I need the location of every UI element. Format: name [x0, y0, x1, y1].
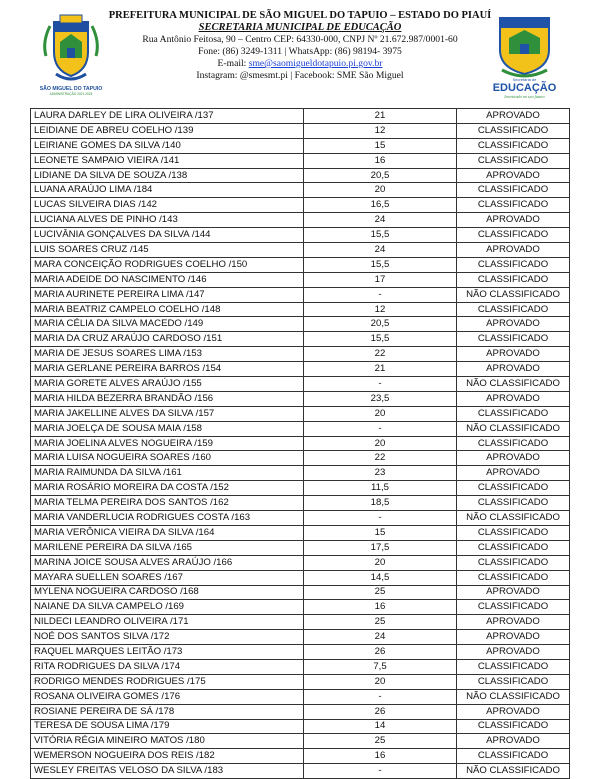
table-row [31, 391, 570, 406]
candidate-name-cell: MARIA BEATRIZ CAMPELO COELHO /148 [31, 302, 304, 317]
email-line [100, 58, 500, 70]
score-cell: 16 [304, 153, 457, 168]
table-row [31, 406, 570, 421]
candidate-name-cell: RODRIGO MENDES RODRIGUES /175 [31, 674, 304, 689]
score-cell: 23 [304, 466, 457, 481]
candidate-name-cell: LUANA ARAÚJO LIMA /184 [31, 183, 304, 198]
score-cell: 15 [304, 138, 457, 153]
right-logo-text: EDUCAÇÃO [492, 82, 557, 94]
document-subtitle: SECRETARIA MUNICIPAL DE EDUCAÇÃO [198, 22, 402, 33]
score-cell: 24 [304, 213, 457, 228]
status-cell: CLASSIFICADO [457, 332, 570, 347]
status-cell: CLASSIFICADO [457, 600, 570, 615]
candidate-name-cell: MARIA RAIMUNDA DA SILVA /161 [31, 466, 304, 481]
table-row [31, 689, 570, 704]
candidate-name-cell: LEONETE SAMPAIO VIEIRA /141 [31, 153, 304, 168]
status-cell: APROVADO [457, 362, 570, 377]
table-row [31, 615, 570, 630]
status-cell: NÃO CLASSIFICADO [457, 689, 570, 704]
candidate-name-cell: LIDIANE DA SILVA DE SOUZA /138 [31, 168, 304, 183]
candidate-name-cell: MARIA LUISA NOGUEIRA SOARES /160 [31, 451, 304, 466]
candidate-name-cell: VITÓRIA RÉGIA MINEIRO MATOS /180 [31, 734, 304, 749]
email-label: E-mail: [217, 58, 249, 69]
score-cell: 14 [304, 719, 457, 734]
status-cell: APROVADO [457, 451, 570, 466]
candidate-name-cell: MARIA ADEIDE DO NASCIMENTO /146 [31, 272, 304, 287]
table-row [31, 585, 570, 600]
table-row [31, 436, 570, 451]
candidate-name-cell: RAQUEL MARQUES LEITÃO /173 [31, 645, 304, 660]
left-logo-subtext: ADMINISTRAÇÃO 2021-2024 [49, 92, 93, 96]
score-cell: 26 [304, 704, 457, 719]
candidate-name-cell: RITA RODRIGUES DA SILVA /174 [31, 659, 304, 674]
left-logo-text: SÃO MIGUEL DO TAPUIO [40, 86, 102, 92]
status-cell: APROVADO [457, 704, 570, 719]
table-row [31, 451, 570, 466]
score-cell: 11,5 [304, 481, 457, 496]
table-row [31, 168, 570, 183]
candidate-name-cell: MARIA GERLANE PEREIRA BARROS /154 [31, 362, 304, 377]
status-cell: CLASSIFICADO [457, 496, 570, 511]
table-row [31, 198, 570, 213]
score-cell: 15,5 [304, 257, 457, 272]
candidate-name-cell: MARIA JOELÇA DE SOUSA MAIA /158 [31, 421, 304, 436]
score-cell: 21 [304, 109, 457, 124]
table-row [31, 109, 570, 124]
letterhead-text [100, 10, 500, 82]
status-cell: CLASSIFICADO [457, 228, 570, 243]
table-row [31, 749, 570, 764]
score-cell: 25 [304, 734, 457, 749]
status-cell: CLASSIFICADO [457, 436, 570, 451]
candidate-name-cell: ROSANA OLIVEIRA GOMES /176 [31, 689, 304, 704]
table-row [31, 153, 570, 168]
status-cell: CLASSIFICADO [457, 719, 570, 734]
score-cell: 20,5 [304, 168, 457, 183]
score-cell: 20 [304, 674, 457, 689]
table-row [31, 466, 570, 481]
table-row [31, 496, 570, 511]
score-cell: 22 [304, 451, 457, 466]
status-cell: NÃO CLASSIFICADO [457, 764, 570, 779]
status-cell: APROVADO [457, 585, 570, 600]
score-cell: - [304, 764, 457, 779]
score-cell: - [304, 377, 457, 392]
status-cell: CLASSIFICADO [457, 555, 570, 570]
score-cell: - [304, 421, 457, 436]
score-cell: - [304, 511, 457, 526]
table-row [31, 377, 570, 392]
table-row [31, 332, 570, 347]
score-cell: 17,5 [304, 540, 457, 555]
status-cell: APROVADO [457, 347, 570, 362]
table-row [31, 183, 570, 198]
candidate-name-cell: MAYARA SUELLEN SOARES /167 [31, 570, 304, 585]
candidate-name-cell: MARIA VANDERLUCIA RODRIGUES COSTA /163 [31, 511, 304, 526]
candidate-name-cell: TERESA DE SOUSA LIMA /179 [31, 719, 304, 734]
candidate-name-cell: NAIANE DA SILVA CAMPELO /169 [31, 600, 304, 615]
status-cell: CLASSIFICADO [457, 153, 570, 168]
table-row [31, 362, 570, 377]
status-cell: NÃO CLASSIFICADO [457, 511, 570, 526]
status-cell: CLASSIFICADO [457, 138, 570, 153]
status-cell: APROVADO [457, 168, 570, 183]
results-table-body [31, 109, 570, 779]
table-row [31, 123, 570, 138]
document-title: PREFEITURA MUNICIPAL DE SÃO MIGUEL DO TAPUIO – ESTADO DO PIAUÍ [108, 10, 492, 21]
candidate-name-cell: MYLENA NOGUEIRA CARDOSO /168 [31, 585, 304, 600]
score-cell: 23,5 [304, 391, 457, 406]
candidate-name-cell: ROSIANE PEREIRA DE SÁ /178 [31, 704, 304, 719]
score-cell: 15,5 [304, 332, 457, 347]
status-cell: APROVADO [457, 243, 570, 258]
status-cell: CLASSIFICADO [457, 525, 570, 540]
right-logo-tagline: Investindo no seu futuro [504, 94, 545, 99]
right-logo-top: Secretaria de [512, 77, 537, 82]
status-cell: APROVADO [457, 630, 570, 645]
table-row [31, 257, 570, 272]
candidate-name-cell: LUIS SOARES CRUZ /145 [31, 243, 304, 258]
table-row [31, 659, 570, 674]
candidate-name-cell: MARIA ROSÁRIO MOREIRA DA COSTA /152 [31, 481, 304, 496]
candidate-name-cell: MARIA JOELINA ALVES NOGUEIRA /159 [31, 436, 304, 451]
candidate-name-cell: LAURA DARLEY DE LIRA OLIVEIRA /137 [31, 109, 304, 124]
status-cell: CLASSIFICADO [457, 674, 570, 689]
candidate-name-cell: MARIA VERÔNICA VIEIRA DA SILVA /164 [31, 525, 304, 540]
table-row [31, 481, 570, 496]
table-row [31, 630, 570, 645]
table-row [31, 719, 570, 734]
municipal-coat-of-arms-logo [40, 12, 102, 96]
score-cell: 24 [304, 243, 457, 258]
status-cell: NÃO CLASSIFICADO [457, 287, 570, 302]
status-cell: CLASSIFICADO [457, 540, 570, 555]
score-cell: 16,5 [304, 198, 457, 213]
candidate-name-cell: MARIA CÉLIA DA SILVA MACEDO /149 [31, 317, 304, 332]
candidate-name-cell: WEMERSON NOGUEIRA DOS REIS /182 [31, 749, 304, 764]
score-cell: - [304, 689, 457, 704]
candidate-name-cell: MARINA JOICE SOUSA ALVES ARAÚJO /166 [31, 555, 304, 570]
status-cell: APROVADO [457, 645, 570, 660]
score-cell: 26 [304, 645, 457, 660]
score-cell: 24 [304, 630, 457, 645]
candidate-name-cell: MARIA JAKELLINE ALVES DA SILVA /157 [31, 406, 304, 421]
status-cell: CLASSIFICADO [457, 257, 570, 272]
table-row [31, 347, 570, 362]
score-cell: 20 [304, 555, 457, 570]
status-cell: CLASSIFICADO [457, 749, 570, 764]
status-cell: CLASSIFICADO [457, 302, 570, 317]
score-cell: 16 [304, 600, 457, 615]
status-cell: APROVADO [457, 391, 570, 406]
score-cell: 20 [304, 183, 457, 198]
table-row [31, 511, 570, 526]
candidate-name-cell: LUCIVÂNIA GONÇALVES DA SILVA /144 [31, 228, 304, 243]
candidate-name-cell: MARIA GORETE ALVES ARAÚJO /155 [31, 377, 304, 392]
candidate-name-cell: NOÉ DOS SANTOS SILVA /172 [31, 630, 304, 645]
status-cell: APROVADO [457, 466, 570, 481]
status-cell: APROVADO [457, 734, 570, 749]
score-cell: 15 [304, 525, 457, 540]
score-cell: 12 [304, 302, 457, 317]
candidate-name-cell: MARIA DA CRUZ ARAÚJO CARDOSO /151 [31, 332, 304, 347]
table-row [31, 734, 570, 749]
address-line: Rua Antônio Feitosa, 90 – Centro CEP: 64330-000, CNPJ Nº 21.672.987/0001-60 [142, 34, 458, 45]
table-row [31, 764, 570, 779]
candidate-name-cell: MARILENE PEREIRA DA SILVA /165 [31, 540, 304, 555]
email-link[interactable]: sme@saomigueldotapuio.pi.gov.br [248, 58, 383, 69]
candidate-name-cell: LUCIANA ALVES DE PINHO /143 [31, 213, 304, 228]
table-row [31, 228, 570, 243]
candidate-name-cell: MARIA DE JESUS SOARES LIMA /153 [31, 347, 304, 362]
candidate-name-cell: LEIDIANE DE ABREU COELHO /139 [31, 123, 304, 138]
status-cell: APROVADO [457, 213, 570, 228]
status-cell: NÃO CLASSIFICADO [457, 421, 570, 436]
status-cell: APROVADO [457, 109, 570, 124]
status-cell: CLASSIFICADO [457, 198, 570, 213]
table-row [31, 525, 570, 540]
table-row [31, 540, 570, 555]
score-cell: 25 [304, 585, 457, 600]
table-row [31, 302, 570, 317]
status-cell: CLASSIFICADO [457, 272, 570, 287]
table-row [31, 317, 570, 332]
table-row [31, 645, 570, 660]
results-table [30, 108, 570, 779]
table-row [31, 272, 570, 287]
candidate-name-cell: MARIA AURINETE PEREIRA LIMA /147 [31, 287, 304, 302]
candidate-name-cell: LUCAS SILVEIRA DIAS /142 [31, 198, 304, 213]
table-row [31, 570, 570, 585]
score-cell: 22 [304, 347, 457, 362]
status-cell: CLASSIFICADO [457, 183, 570, 198]
status-cell: APROVADO [457, 317, 570, 332]
table-row [31, 704, 570, 719]
phone-line: Fone: (86) 3249-1311 | WhatsApp: (86) 98194- 3975 [198, 46, 402, 57]
table-row [31, 138, 570, 153]
table-row [31, 674, 570, 689]
score-cell: 25 [304, 615, 457, 630]
score-cell: 18,5 [304, 496, 457, 511]
candidate-name-cell: MARIA TELMA PEREIRA DOS SANTOS /162 [31, 496, 304, 511]
table-row [31, 243, 570, 258]
status-cell: APROVADO [457, 615, 570, 630]
score-cell: 16 [304, 749, 457, 764]
status-cell: CLASSIFICADO [457, 481, 570, 496]
table-row [31, 287, 570, 302]
score-cell: 7,5 [304, 659, 457, 674]
table-row [31, 600, 570, 615]
score-cell: 17 [304, 272, 457, 287]
score-cell: - [304, 287, 457, 302]
score-cell: 20,5 [304, 317, 457, 332]
score-cell: 20 [304, 436, 457, 451]
score-cell: 15,5 [304, 228, 457, 243]
table-row [31, 421, 570, 436]
score-cell: 21 [304, 362, 457, 377]
status-cell: CLASSIFICADO [457, 406, 570, 421]
score-cell: 12 [304, 123, 457, 138]
status-cell: CLASSIFICADO [457, 570, 570, 585]
social-line: Instagram: @smesmt.pi | Facebook: SME São Miguel [196, 70, 404, 81]
score-cell: 14,5 [304, 570, 457, 585]
letterhead [0, 0, 600, 108]
candidate-name-cell: WESLEY FREITAS VELOSO DA SILVA /183 [31, 764, 304, 779]
table-row [31, 213, 570, 228]
table-row [31, 555, 570, 570]
score-cell: 20 [304, 406, 457, 421]
status-cell: CLASSIFICADO [457, 659, 570, 674]
candidate-name-cell: LEIRIANE GOMES DA SILVA /140 [31, 138, 304, 153]
status-cell: CLASSIFICADO [457, 123, 570, 138]
candidate-name-cell: MARA CONCEIÇÃO RODRIGUES COELHO /150 [31, 257, 304, 272]
candidate-name-cell: NILDECI LEANDRO OLIVEIRA /171 [31, 615, 304, 630]
education-secretariat-logo [487, 10, 562, 100]
candidate-name-cell: MARIA HILDA BEZERRA BRANDÃO /156 [31, 391, 304, 406]
status-cell: NÃO CLASSIFICADO [457, 377, 570, 392]
